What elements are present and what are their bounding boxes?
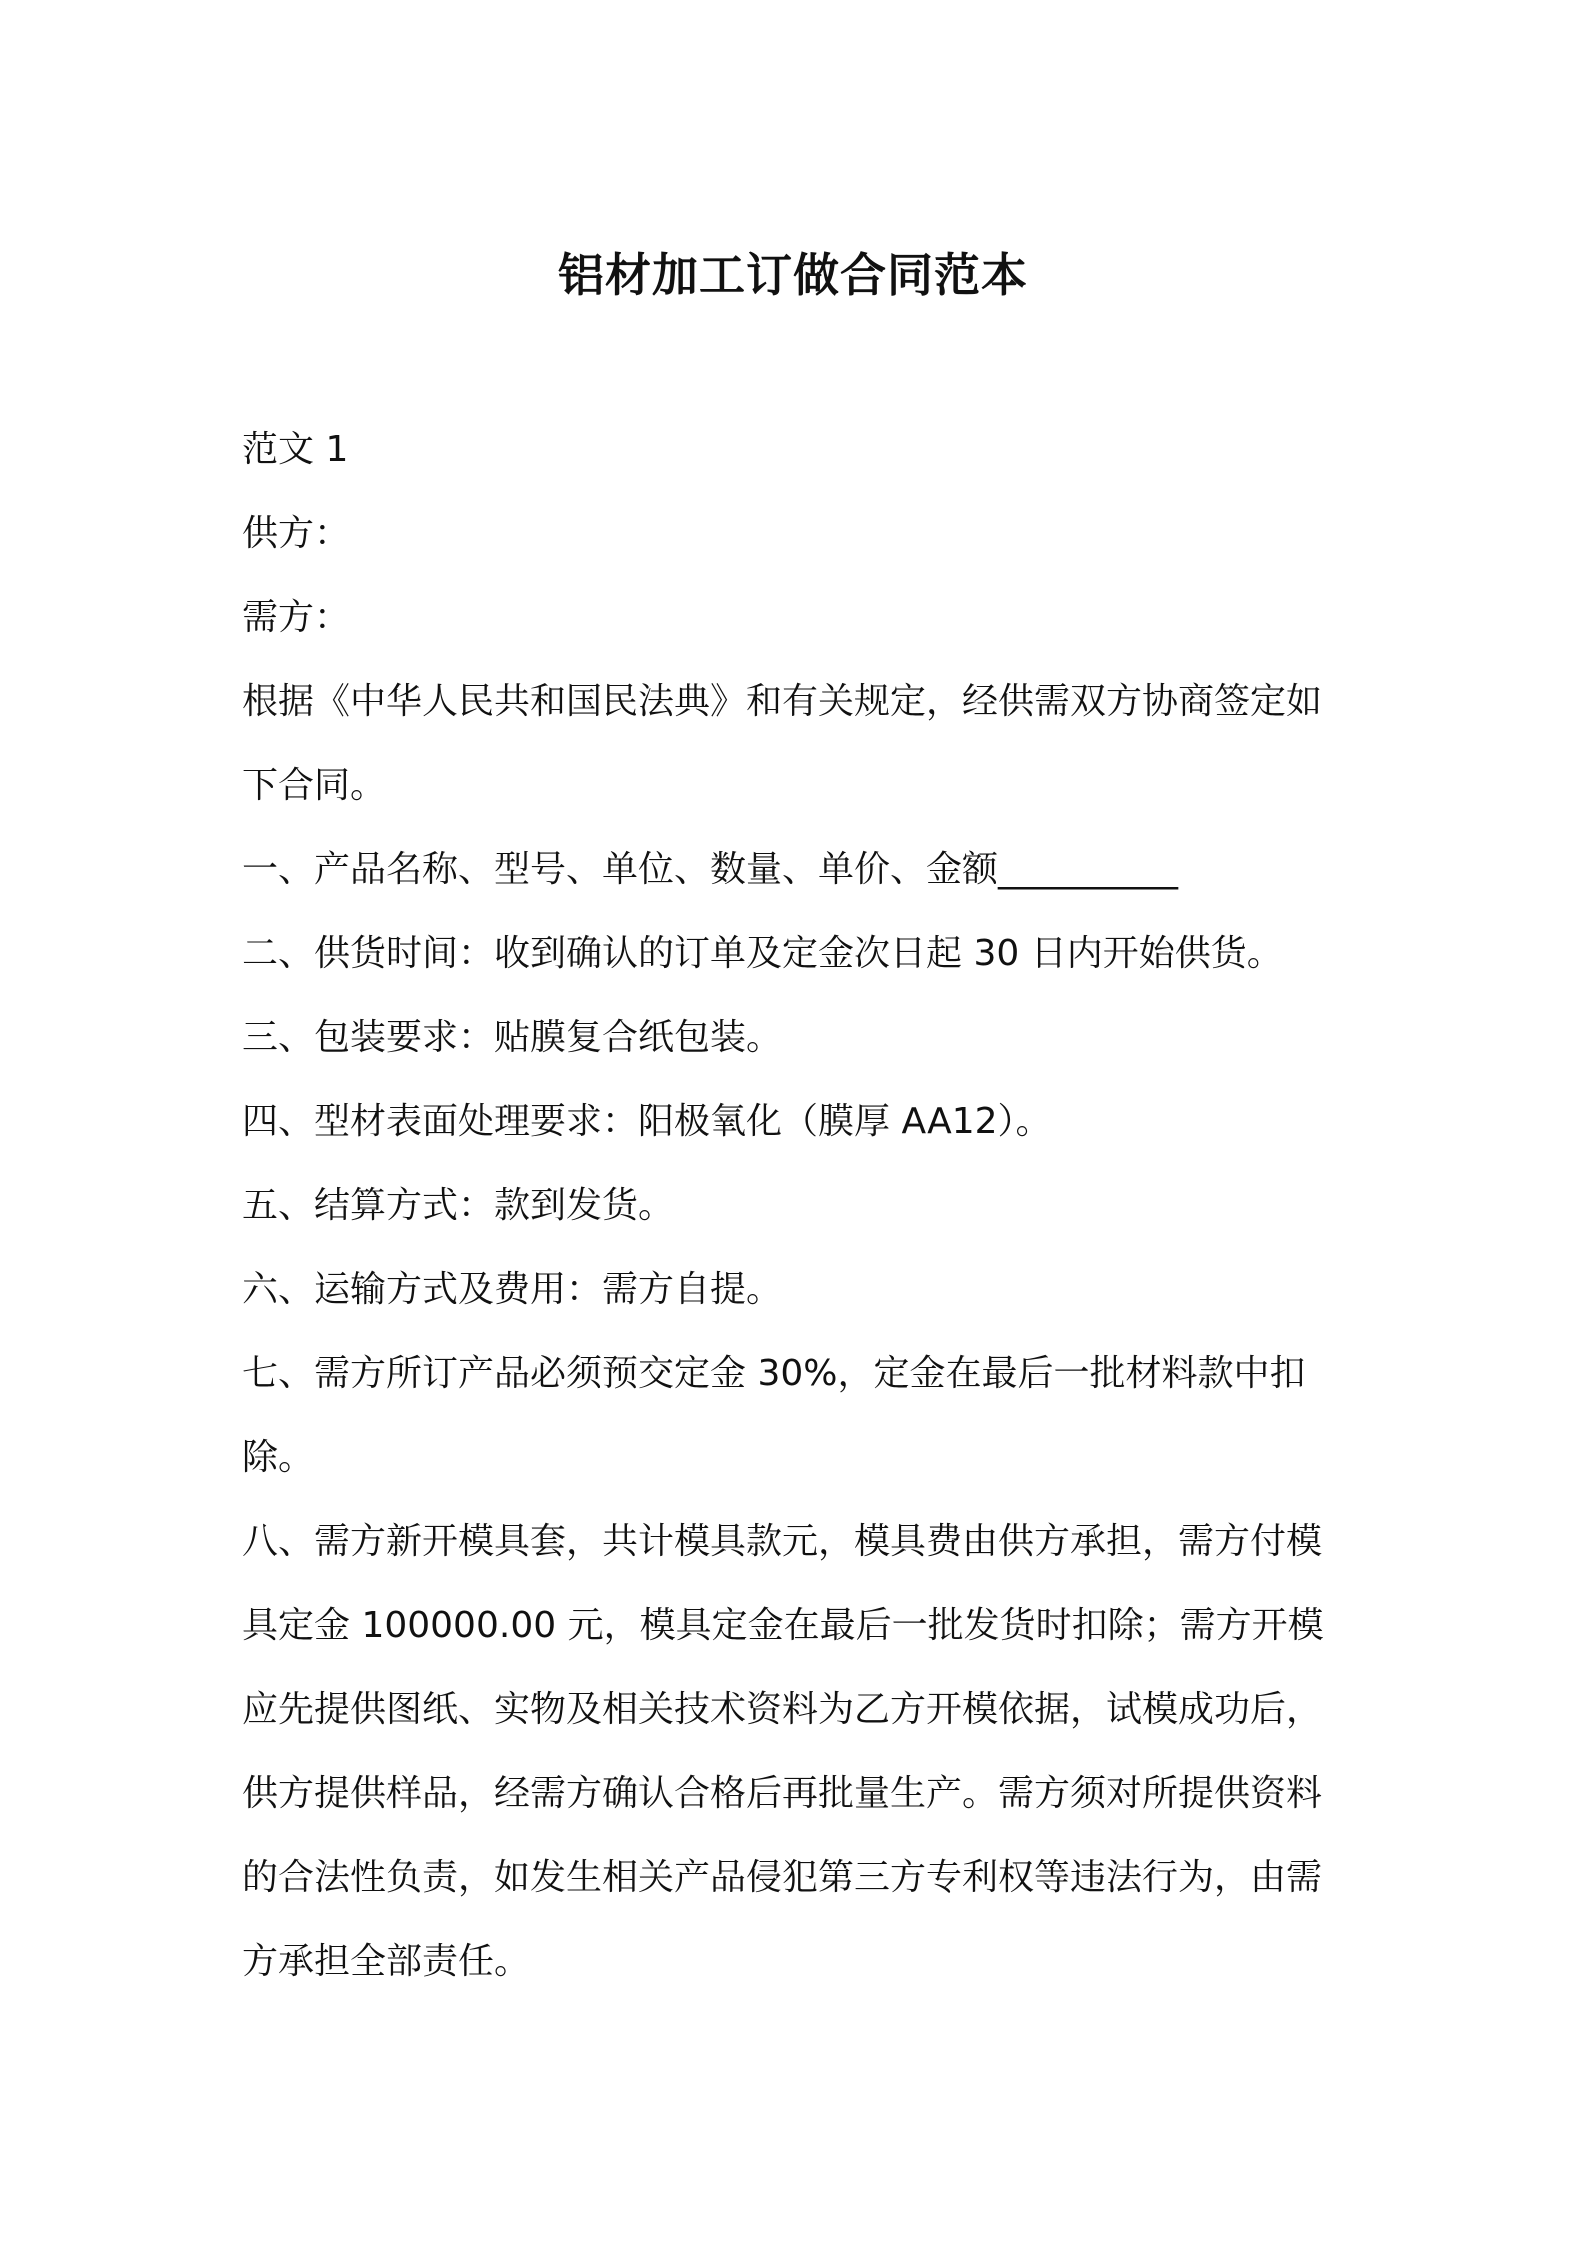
clause-6: 六、运输方式及费用：需方自提。 xyxy=(242,1269,783,1310)
sample-label: 范文 1 xyxy=(242,429,349,470)
clause-7-line: 除。 xyxy=(242,1437,315,1478)
buyer-line: 需方： xyxy=(242,597,351,638)
clause-1: 一、产品名称、型号、单位、数量、单价、金额__________ xyxy=(242,849,1179,890)
clause-4: 四、型材表面处理要求：阳极氧化（膜厚 AA12）。 xyxy=(242,1101,1052,1142)
clause-2: 二、供货时间：收到确认的订单及定金次日起 30 日内开始供货。 xyxy=(242,933,1283,974)
supplier-line: 供方： xyxy=(242,513,351,554)
clause-8-line: 应先提供图纸、实物及相关技术资料为乙方开模依据，试模成功后， xyxy=(242,1689,1323,1730)
preamble-line: 根据《中华人民共和国民法典》和有关规定，经供需双方协商签定如 xyxy=(242,681,1323,722)
clause-8-line: 具定金 100000.00 元，模具定金在最后一批发货时扣除；需方开模 xyxy=(242,1605,1324,1646)
clause-8-line: 方承担全部责任。 xyxy=(242,1941,531,1982)
document-body xyxy=(242,408,1360,2004)
clause-8-line: 的合法性负责，如发生相关产品侵犯第三方专利权等违法行为，由需 xyxy=(242,1857,1323,1898)
clause-8-line: 供方提供样品，经需方确认合格后再批量生产。需方须对所提供资料 xyxy=(242,1773,1323,1814)
clause-8-line: 八、需方新开模具套，共计模具款元，模具费由供方承担，需方付模 xyxy=(242,1521,1323,1562)
clause-7-line: 七、需方所订产品必须预交定金 30%，定金在最后一批材料款中扣 xyxy=(242,1353,1306,1394)
preamble-line: 下合同。 xyxy=(242,765,387,806)
document-title: 铝材加工订做合同范本 xyxy=(558,247,1028,302)
clause-5: 五、结算方式：款到发货。 xyxy=(242,1185,675,1226)
clause-3: 三、包装要求：贴膜复合纸包装。 xyxy=(242,1017,783,1058)
